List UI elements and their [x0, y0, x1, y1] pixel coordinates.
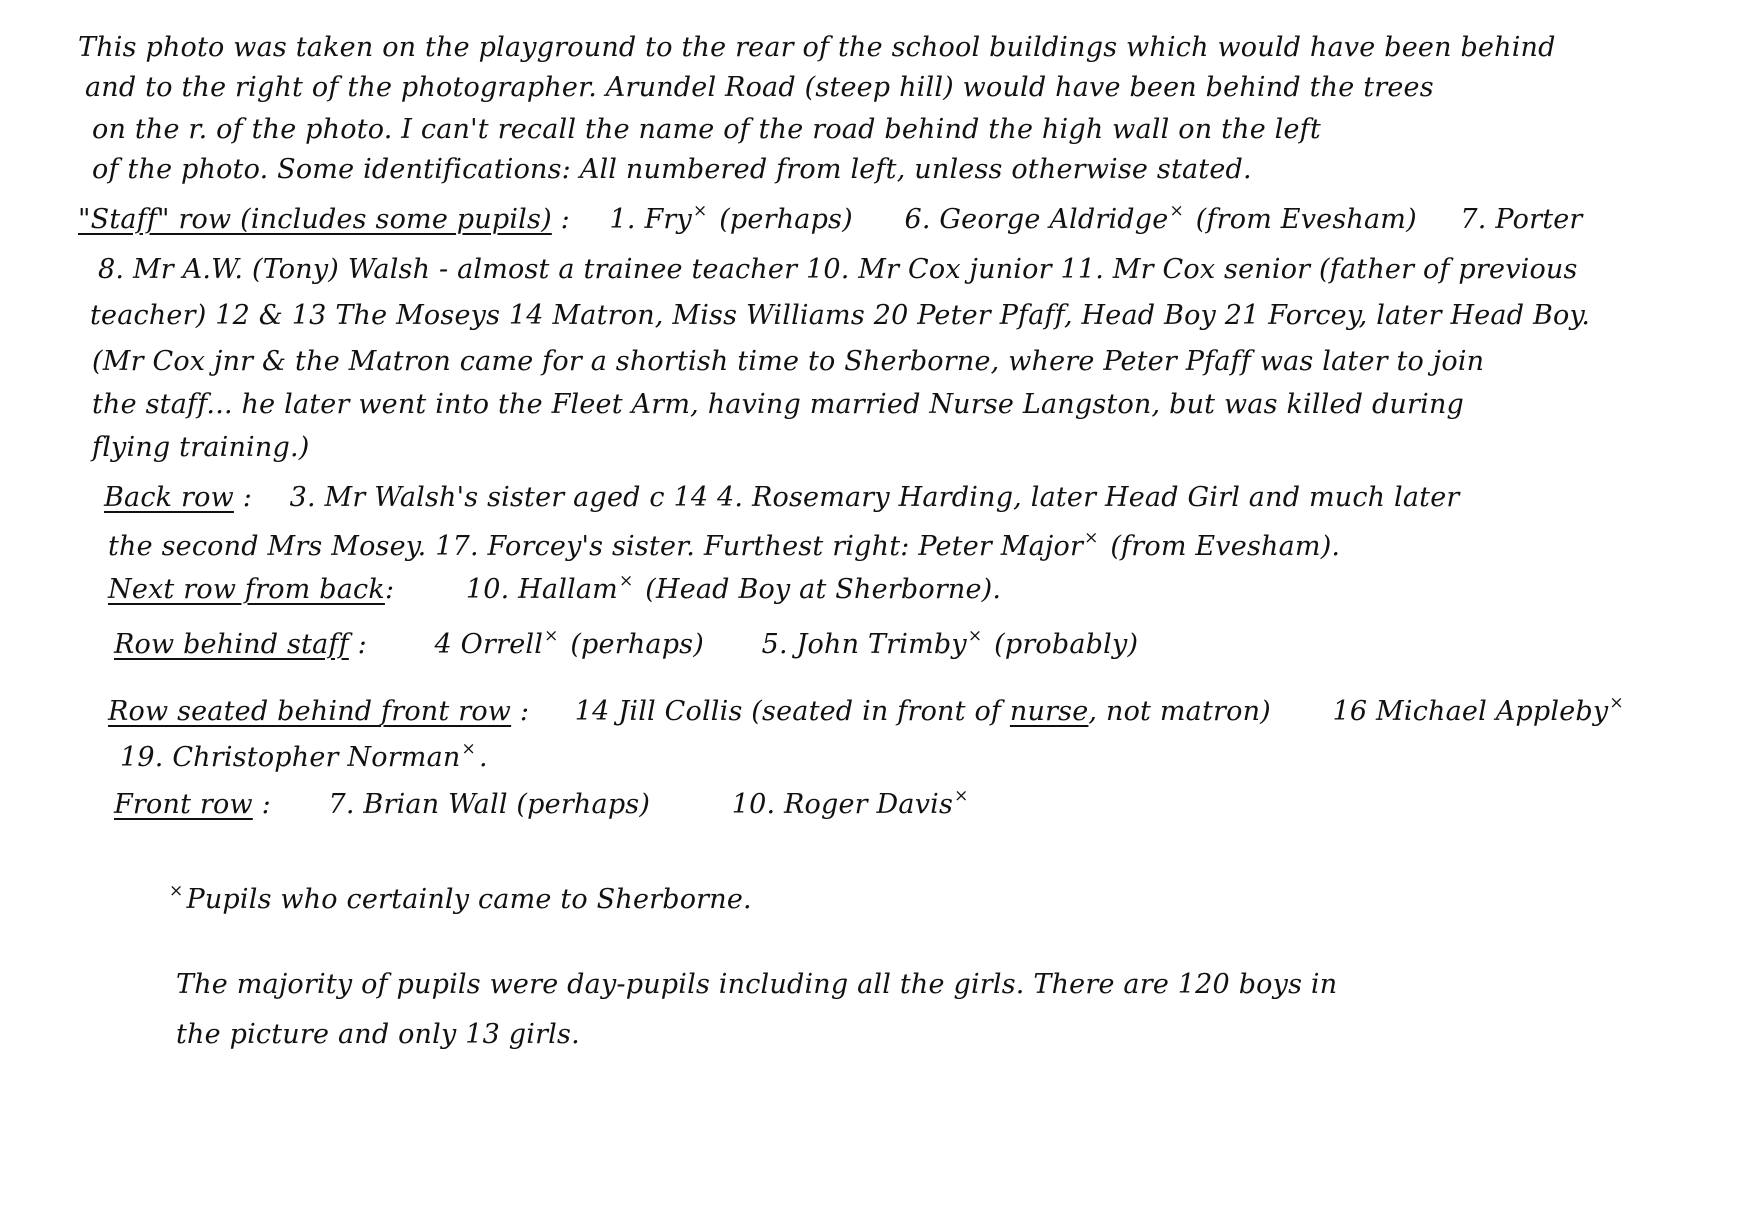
intro-line-3: on the r. of the photo. I can't recall the name of the road behind the high wall on the left [92, 114, 1321, 145]
back-row-label: Back row [104, 482, 234, 513]
staff-entry-6: 6. George Aldridge [904, 204, 1169, 235]
certain-pupil-marker: × [967, 626, 983, 646]
certain-pupil-marker: × [461, 739, 476, 759]
row-seated-separator: : [519, 696, 530, 727]
next-row-text: 10. Hallam [465, 574, 618, 605]
row-seated-line-2: 19. Christopher Norman× . [120, 739, 488, 773]
row-behind-staff-entry-5: 5. John Trimby [761, 629, 967, 660]
certain-pupil-marker: × [954, 786, 969, 806]
certain-pupil-marker: × [692, 201, 708, 221]
certain-pupil-marker: × [544, 626, 559, 646]
back-row-line-1 [104, 478, 1460, 518]
row-seated-entry-16: 16 Michael Appleby [1332, 696, 1609, 727]
staff-row-line-4: (Mr Cox jnr & the Matron came for a shortish time to Sherborne, where Peter Pfaff was later to join [92, 346, 1485, 377]
staff-row-line-2: 8. Mr A.W. (Tony) Walsh - almost a trainee teacher 10. Mr Cox junior 11. Mr Cox senior (father of previous [98, 254, 1578, 285]
footnote-marker: × [169, 881, 184, 901]
row-behind-staff-entry-4-note: (perhaps) [570, 629, 704, 660]
certain-pupil-marker: × [618, 571, 634, 591]
next-row-separator: : [384, 574, 395, 605]
row-seated-entry-14: 14 Jill Collis (seated in front of nurse, not matron) [574, 696, 1271, 727]
front-row-entry-10: 10. Roger Davis [731, 789, 954, 820]
intro-line-1: This photo was taken on the playground to the rear of the school buildings which would have been behind [78, 32, 1556, 63]
staff-row-line-5: the staff... he later went into the Fleet Arm, having married Nurse Langston, but was killed during [92, 389, 1465, 420]
back-row-separator: : [242, 482, 252, 513]
next-row-text-note: (Head Boy at Sherborne). [645, 574, 1002, 605]
back-row-text-1: 3. Mr Walsh's sister aged c 14 4. Rosemary Harding, later Head Girl and much later [289, 482, 1460, 513]
staff-row-line-1 [78, 200, 1583, 243]
staff-entry-1: 1. Fry [609, 204, 692, 235]
row-seated-line-1 [108, 692, 1627, 735]
back-row-text-2-note: (from Evesham). [1110, 531, 1341, 562]
front-row-label: Front row [114, 789, 253, 820]
certain-pupil-marker: × [1609, 693, 1624, 713]
row-seated-label: Row seated behind front row [108, 696, 512, 727]
staff-row-label: "Staff" row (includes some pupils) [78, 204, 552, 235]
intro-line-2: and to the right of the photographer. Arundel Road (steep hill) would have been behind the trees [85, 72, 1434, 103]
staff-entry-6-note: (from Evesham) [1195, 204, 1417, 235]
footnote-text: Pupils who certainly came to Sherborne. [186, 884, 752, 915]
row-behind-staff-separator: : [357, 629, 367, 660]
staff-row-line-6: flying training.) [92, 432, 310, 463]
staff-entry-1-note: (perhaps) [719, 204, 853, 235]
row-behind-staff-line [114, 625, 1138, 668]
closing-line-1: The majority of pupils were day-pupils including all the girls. There are 120 boys in [176, 969, 1338, 1000]
certain-pupil-marker: × [1084, 528, 1099, 548]
closing-line-2: the picture and only 13 girls. [176, 1019, 580, 1050]
back-row-line-2 [108, 527, 1340, 570]
staff-row-line-3: teacher) 12 & 13 The Moseys 14 Matron, Miss Williams 20 Peter Pfaff, Head Boy 21 Forcey, later Head Boy. [90, 300, 1591, 331]
footnote-line [168, 880, 752, 923]
front-row-separator: : [261, 789, 271, 820]
next-row-line [108, 570, 1001, 613]
row-seated-entry-19: 19. Christopher Norman [120, 742, 461, 773]
intro-line-4: of the photo. Some identifications: All numbered from left, unless otherwise stated. [92, 154, 1252, 185]
staff-row-separator: : [560, 204, 570, 235]
next-row-label: Next row from back [108, 574, 385, 605]
row-behind-staff-label: Row behind staff [114, 629, 349, 660]
row-behind-staff-entry-4: 4 Orrell [434, 629, 544, 660]
back-row-text-2: the second Mrs Mosey. 17. Forcey's sister. Furthest right: Peter Major [108, 531, 1084, 562]
front-row-line [114, 785, 972, 828]
staff-entry-7: 7. Porter [1460, 204, 1583, 235]
front-row-entry-7: 7. Brian Wall (perhaps) [328, 789, 651, 820]
row-behind-staff-entry-5-note: (probably) [994, 629, 1139, 660]
certain-pupil-marker: × [1169, 201, 1184, 221]
